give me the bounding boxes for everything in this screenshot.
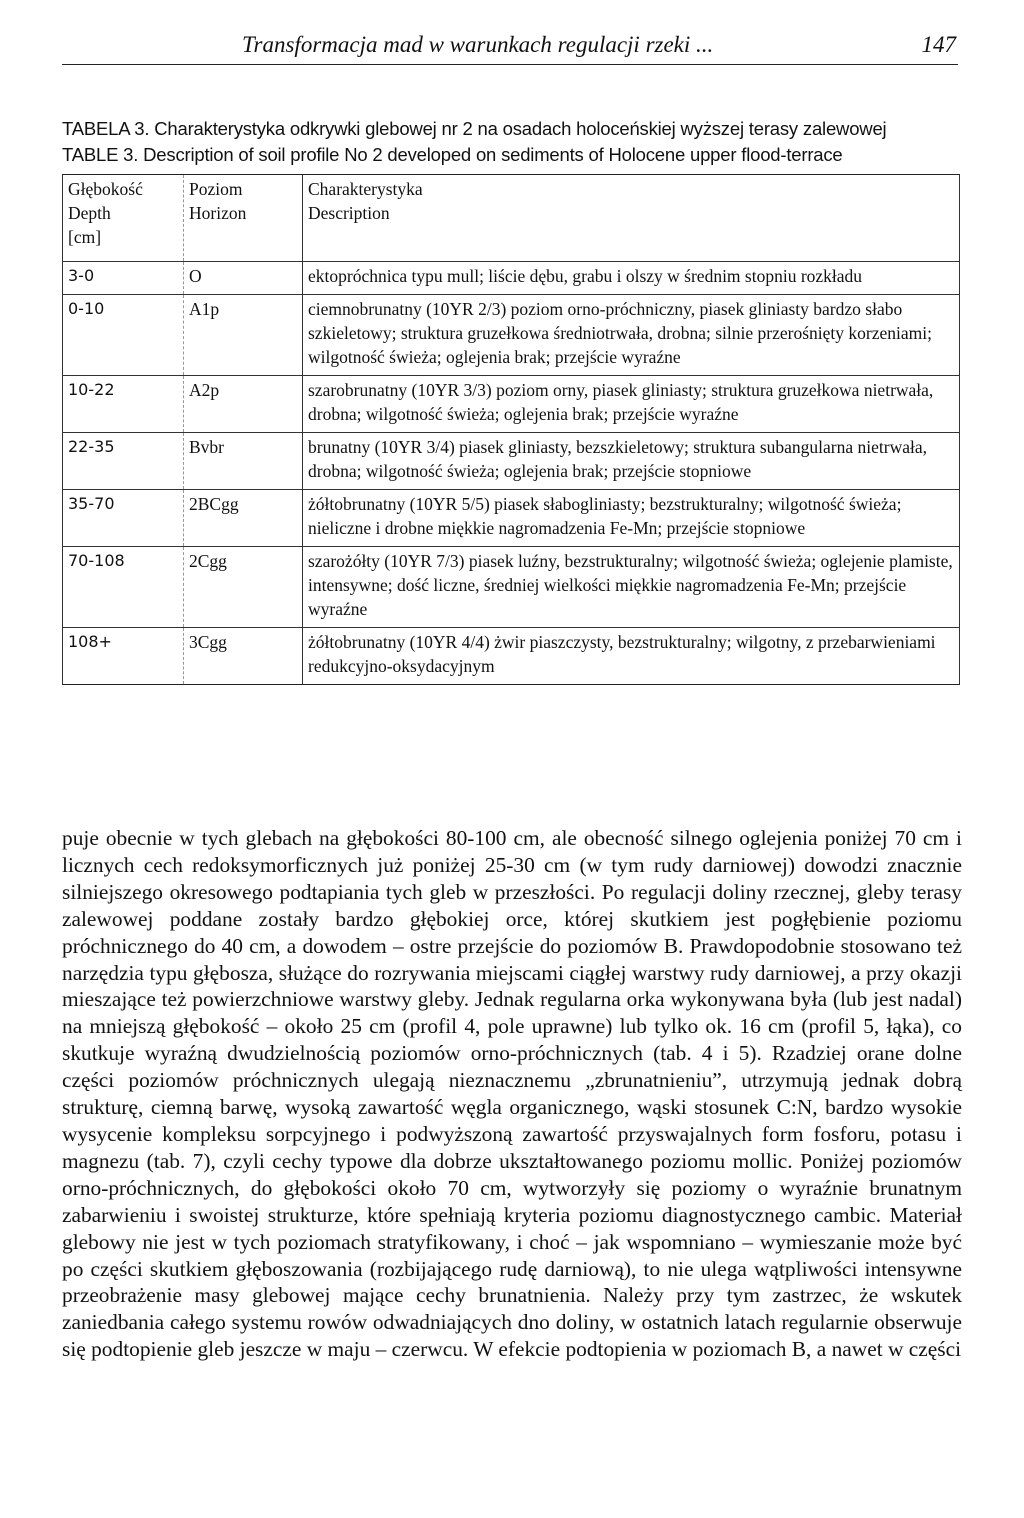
depth-cell: 3-0 xyxy=(63,262,184,295)
header-description xyxy=(303,175,960,262)
header-depth-unit: [cm] xyxy=(68,227,102,247)
header-horizon xyxy=(184,175,303,262)
description-cell: żółtobrunatny (10YR 4/4) żwir piaszczysty, bezstrukturalny; wilgotny, z przebarwieniami redukcyjno-oksydacyjnym xyxy=(303,628,960,685)
header-description-en: Description xyxy=(308,203,390,223)
horizon-cell: Bvbr xyxy=(184,433,303,490)
description-cell: brunatny (10YR 3/4) piasek gliniasty, bezszkieletowy; struktura subangularna nietrwała, drobna; wilgotność świeża; oglejenia brak; przejście stopniowe xyxy=(303,433,960,490)
depth-cell: 70-108 xyxy=(63,547,184,628)
header-description-pl: Charakterystyka xyxy=(308,179,423,199)
soil-profile-table xyxy=(62,174,960,685)
body-text xyxy=(62,825,962,1363)
running-header xyxy=(62,30,958,65)
header-horizon-pl: Poziom xyxy=(189,179,243,199)
description-cell: ektopróchnica typu mull; liście dębu, grabu i olszy w średnim stopniu rozkładu xyxy=(303,262,960,295)
header-depth-pl: Głębokość xyxy=(68,179,143,199)
running-title: Transformacja mad w warunkach regulacji rzeki ... xyxy=(242,32,714,57)
description-cell: żółtobrunatny (10YR 5/5) piasek słabogliniasty; bezstrukturalny; wilgotność świeża; nieliczne i drobne miękkie nagromadzenia Fe-Mn; przejście stopniowe xyxy=(303,490,960,547)
horizon-cell: A2p xyxy=(184,376,303,433)
depth-cell: 22-35 xyxy=(63,433,184,490)
table-caption-pl: TABELA 3. Charakterystyka odkrywki glebowej nr 2 na osadach holoceńskiej wyższej terasy zalewowej xyxy=(62,118,887,139)
header-horizon-en: Horizon xyxy=(189,203,247,223)
table-row xyxy=(63,433,960,490)
horizon-cell: A1p xyxy=(184,295,303,376)
table-header-row xyxy=(63,175,960,262)
table-row xyxy=(63,376,960,433)
table-row xyxy=(63,628,960,685)
description-cell: ciemnobrunatny (10YR 2/3) poziom orno-próchniczny, piasek gliniasty bardzo słabo szkieletowy; struktura gruzełkowa średniotrwała, drobna; silnie przerośnięty korzeniami; wilgotność świeża; oglejenia brak; przejście wyraźne xyxy=(303,295,960,376)
horizon-cell: 2Cgg xyxy=(184,547,303,628)
depth-cell: 108+ xyxy=(63,628,184,685)
page-number: 147 xyxy=(921,32,956,57)
description-cell: szarobrunatny (10YR 3/3) poziom orny, piasek gliniasty; struktura gruzełkowa nietrwała, drobna; wilgotność świeża; oglejenia brak; przejście wyraźne xyxy=(303,376,960,433)
depth-cell: 0-10 xyxy=(63,295,184,376)
depth-cell: 35-70 xyxy=(63,490,184,547)
horizon-cell: 2BCgg xyxy=(184,490,303,547)
header-depth xyxy=(63,175,184,262)
table-row xyxy=(63,490,960,547)
horizon-cell: 3Cgg xyxy=(184,628,303,685)
header-depth-en: Depth xyxy=(68,203,111,223)
table-caption-en: TABLE 3. Description of soil profile No 2 developed on sediments of Holocene upper flood-terrace xyxy=(62,144,843,165)
table-row xyxy=(63,262,960,295)
body-paragraph: puje obecnie w tych glebach na głębokości 80-100 cm, ale obecność silnego oglejenia poniżej 70 cm i licznych cech redoksymorficznych już poniżej 25-30 cm (w tym rudy darniowej) dowodzi znacznie silniejszego okresowego podtapiania tych gleb w przeszłości. Po regulacji doliny rzecznej, gleby terasy zalewowej poddane zostały bardzo głębokiej orce, której skutkiem jest pogłębienie poziomu próchnicznego do 40 cm, a dowodem – ostre przejście do poziomów B. Prawdopodobnie stosowano też narzędzia typu głębosza, służące do rozrywania miejscami ciągłej warstwy rudy darniowej, a przy okazji mieszające też powierzchniowe warstwy gleby. Jednak regularna orka wykonywana była (lub jest nadal) na mniejszą głębokość – około 25 cm (profil 4, pole uprawne) lub tylko ok. 16 cm (profil 5, łąka), co skutkuje wyraźną dwudzielnością poziomów orno-próchnicznych (tab. 4 i 5). Rzadziej orane dolne części poziomów próchnicznych ulegają nieznacznemu „zbrunatnieniu”, utrzymują jednak dobrą strukturę, ciemną barwę, wysoką zawartość węgla organicznego, wąski stosunek C:N, bardzo wysokie wysycenie kompleksu sorpcyjnego i podwyższoną zawartość przyswajalnych form fosforu, potasu i magnezu (tab. 7), czyli cechy typowe dla dobrze ukształtowanego poziomu mollic. Poniżej poziomów orno-próchnicznych, do głębokości około 70 cm, wytworzyły się poziomy o wyraźnie brunatnym zabarwieniu i swoistej strukturze, które spełniają kryteria poziomu diagnostycznego cambic. Materiał glebowy nie jest w tych poziomach stratyfikowany, i choć – jak wspomniano – wymieszanie może być po części skutkiem głęboszowania (rozbijającego rudę darniową), to nie ulega wątpliwości intensywne przeobrażenie masy glebowej mające cechy brunatnienia. Należy przy tym zastrzec, że wskutek zaniedbania całego systemu rowów odwadniających dno doliny, w ostatnich latach regularnie obserwuje się podtopienie gleb jeszcze w maju – czerwcu. W efekcie podtopienia w poziomach B, a nawet w części xyxy=(62,826,962,1362)
description-cell: szarożółty (10YR 7/3) piasek luźny, bezstrukturalny; wilgotność świeża; oglejenie plamiste, intensywne; dość liczne, średniej wielkości miękkie nagromadzenia Fe-Mn; przejście wyraźne xyxy=(303,547,960,628)
table-row xyxy=(63,295,960,376)
depth-cell: 10-22 xyxy=(63,376,184,433)
horizon-cell: O xyxy=(184,262,303,295)
table-row xyxy=(63,547,960,628)
